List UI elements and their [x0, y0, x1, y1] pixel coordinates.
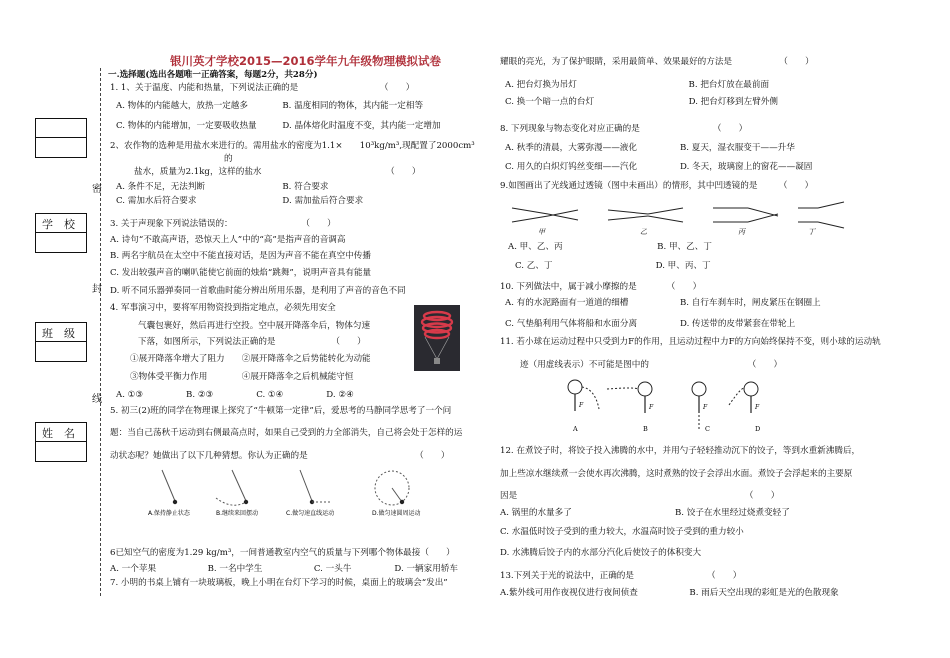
info-box-name	[35, 422, 87, 462]
lens-label-2: 丙	[738, 228, 745, 236]
info-box-class	[35, 322, 87, 362]
swing-figure-c	[300, 470, 330, 504]
lens-figure-yi	[608, 208, 683, 222]
left-line-18: ③物体受平衡力作用 ④展开降落伞之后机械能守恒	[130, 372, 354, 382]
force-label-d: D	[755, 425, 761, 433]
left-line-2: A. 物体的内能越大，放热一定越多 B. 温度相同的物体，其内能一定相等	[116, 101, 424, 111]
school-label: 学 校	[42, 218, 75, 231]
swing-label-2: C.做匀速直线运动	[286, 510, 335, 517]
force-f-label: F	[703, 404, 708, 411]
right-line-17: A. 锅里的水量多了 B. 饺子在水里经过烧煮变轻了	[500, 508, 790, 518]
left-line-14: 4. 军事演习中，要将军用物资投到指定地点，必须先用安全	[110, 303, 336, 313]
exam-title: 银川英才学校2015—2016学年九年级物理模拟试卷	[170, 54, 442, 68]
force-figure-a	[568, 380, 599, 411]
seal-char-mi: 密	[92, 184, 102, 195]
left-line-3: C. 物体的内能增加，一定要吸收热量 D. 晶体熔化时温度不变，其内能一定增加	[116, 121, 441, 131]
seal-char-feng: 封	[92, 284, 102, 295]
left-line-15: 气囊包裹好，然后再进行空投。空中展开降落伞后，物体匀速	[138, 321, 371, 331]
right-line-6: 9.如图画出了光线通过透镜（图中未画出）的情形，其中凹透镜的是 （ ）	[500, 181, 814, 191]
lens-figures	[508, 198, 848, 238]
swing-label-3: D.做匀速圆周运动	[372, 510, 421, 517]
parachute-figure	[414, 305, 460, 371]
class-label: 班 级	[42, 327, 75, 340]
force-label-a: A	[573, 425, 578, 433]
left-line-22: 动状态呢？她做出了以下几种猜想。你认为正确的是 （ ）	[110, 451, 450, 461]
force-label-b: B	[643, 425, 648, 433]
swing-figure-b	[216, 470, 248, 505]
name-label: 姓 名	[42, 427, 75, 440]
right-line-3: 8. 下列现象与物态变化对应正确的是 （ ）	[500, 124, 748, 134]
force-f-label: F	[649, 404, 654, 411]
right-line-15: 加上些凉水继续煮一会使水再次沸腾，这时煮熟的饺子会浮出水面。煮饺子会浮起来的主要原	[500, 469, 853, 479]
left-line-4: 2、农作物的选种是用盐水来进行的。需用盐水的密度为1.1× 10³kg/m³,现配置了2000cm³	[110, 141, 475, 151]
left-line-23: 6已知空气的密度为1.29 kg/m³，一间普通教室内空气的质量与下列哪个物体最接（ ）	[110, 548, 455, 558]
right-line-13: 迹（用虚线表示）不可能是图中的 （ ）	[520, 360, 783, 370]
force-f-label: F	[755, 404, 760, 411]
right-line-9: 10. 下列做法中，属于减小摩擦的是 （ ）	[500, 282, 702, 292]
right-line-11: C. 气垫船利用气体将船和水面分离 D. 传送带的皮带紧套在带轮上	[505, 319, 796, 329]
right-line-19: D. 水沸腾后饺子内的水部分汽化后使饺子的体积变大	[500, 548, 702, 558]
left-line-21: 题：当自己荡秋千运动到右侧最高点时，如果自己受到的力全部消失，自己将会处于怎样的运	[110, 428, 463, 438]
left-line-24: A. 一个苹果 B. 一名中学生 C. 一头牛 D. 一辆家用轿车	[110, 564, 459, 574]
left-line-19: A. ①③ B. ②③ C. ①④ D. ②④	[116, 390, 354, 400]
left-line-0: 一.选择题(选出各题唯一正确答案，每题2分，共28分)	[108, 70, 318, 80]
force-figures	[565, 375, 765, 435]
right-line-10: A. 有的水泥路面有一道道的细槽 B. 自行车刹车时，闸皮紧压在钢圈上	[505, 298, 821, 308]
right-line-21: A.紫外线可用作夜视仪进行夜间侦查 B. 雨后天空出现的彩虹是光的色散现象	[500, 588, 839, 598]
parachute-icon	[414, 305, 460, 371]
left-line-9: 3. 关于声现象下列说法错误的： （ ）	[110, 219, 336, 229]
lens-label-1: 乙	[640, 228, 647, 236]
left-line-12: C. 发出较强声音的喇叭能使它前面的烛焰“跳舞”，说明声音具有能量	[110, 268, 372, 278]
left-line-6: 盐水，质量为2.1kg，这样的盐水 （ ）	[134, 167, 421, 177]
left-line-25: 7. 小明的书桌上铺有一块玻璃板，晚上小明在台灯下学习的时候，桌面上的玻璃会“发出”	[110, 578, 448, 588]
swing-figure-a	[162, 470, 177, 504]
right-line-5: C. 用久的白炽灯钨丝变细——汽化 D. 冬天，玻璃窗上的窗花——凝固	[505, 162, 813, 172]
force-figure-c	[692, 382, 708, 429]
seal-line	[100, 68, 101, 596]
swing-figures	[140, 468, 440, 528]
info-box-school	[35, 213, 87, 253]
swing-figure-d	[375, 471, 409, 505]
info-box-top	[35, 118, 87, 158]
left-line-11: B. 两名宇航员在太空中不能直接对话，是因为声音不能在真空中传播	[110, 251, 371, 261]
force-f-label: F	[579, 402, 584, 409]
left-line-8: C. 需加水后符合要求 D. 需加盐后符合要求	[116, 196, 364, 206]
force-figure-d	[729, 382, 760, 413]
right-line-8: C. 乙、丁 D. 甲、丙、丁	[515, 261, 711, 271]
left-line-7: A. 条件不足，无法判断 B. 符合要求	[116, 182, 329, 192]
right-line-18: C. 水温低时饺子受到的重力较大，水温高时饺子受到的重力较小	[500, 527, 744, 537]
left-line-13: D. 听不同乐器弹奏同一首歌曲时能分辨出所用乐器，是利用了声音的音色不同	[110, 286, 406, 296]
right-line-4: A. 秋季的清晨，大雾弥漫——液化 B. 夏天，湿衣服变干——升华	[505, 143, 795, 153]
right-line-16: 因是 （ ）	[500, 491, 780, 501]
lens-figure-ding	[798, 202, 844, 228]
right-line-7: A. 甲、乙、丙 B. 甲、乙、丁	[508, 242, 712, 252]
left-line-16: 下落，如图所示，下列说法正确的是 （ ）	[138, 337, 366, 347]
left-line-20: 5. 初三(2)班的同学在物理课上探究了“牛顿第一定律”后，爱思考的马静同学思考了一个问	[110, 406, 452, 416]
left-line-5: 的	[224, 154, 233, 164]
lens-label-3: 丁	[808, 228, 815, 236]
right-line-14: 12. 在煮饺子时，将饺子投入沸腾的水中，并用勺子轻轻推动沉下的饺子，等到水重新沸腾后，	[500, 446, 861, 456]
seal-char-xian: 线	[92, 394, 102, 405]
lens-figure-bing	[713, 208, 778, 222]
left-line-1: 1. 1、关于温度、内能和热量，下列说法正确的是 （ ）	[110, 83, 415, 93]
right-line-20: 13.下列关于光的说法中，正确的是 （ ）	[500, 571, 742, 581]
force-label-c: C	[705, 425, 710, 433]
right-line-2: C. 换一个暗一点的台灯 D. 把台灯移到左臂外侧	[505, 97, 778, 107]
right-line-12: 11. 若小球在运动过程中只受到力F的作用，且运动过程中力F的方向始终保持不变，则小球的运动轨	[500, 337, 881, 347]
left-line-10: A. 诗句“不敢高声语，恐惊天上人”中的“高”是指声音的音调高	[110, 235, 346, 245]
lens-label-0: 甲	[538, 228, 545, 236]
force-figure-b	[607, 382, 654, 413]
left-line-17: ①展开降落伞增大了阻力 ②展开降落伞之后势能转化为动能	[130, 354, 371, 364]
right-line-0: 耀眼的亮光，为了保护眼睛，采用最简单、效果最好的方法是 （ ）	[500, 57, 814, 67]
lens-figure-jia	[512, 208, 578, 222]
swing-label-0: A.保持静止状态	[148, 510, 190, 517]
swing-label-1: B.继续来回摆动	[216, 510, 259, 517]
right-line-1: A. 把台灯换为吊灯 B. 把台灯放在最前面	[505, 80, 770, 90]
